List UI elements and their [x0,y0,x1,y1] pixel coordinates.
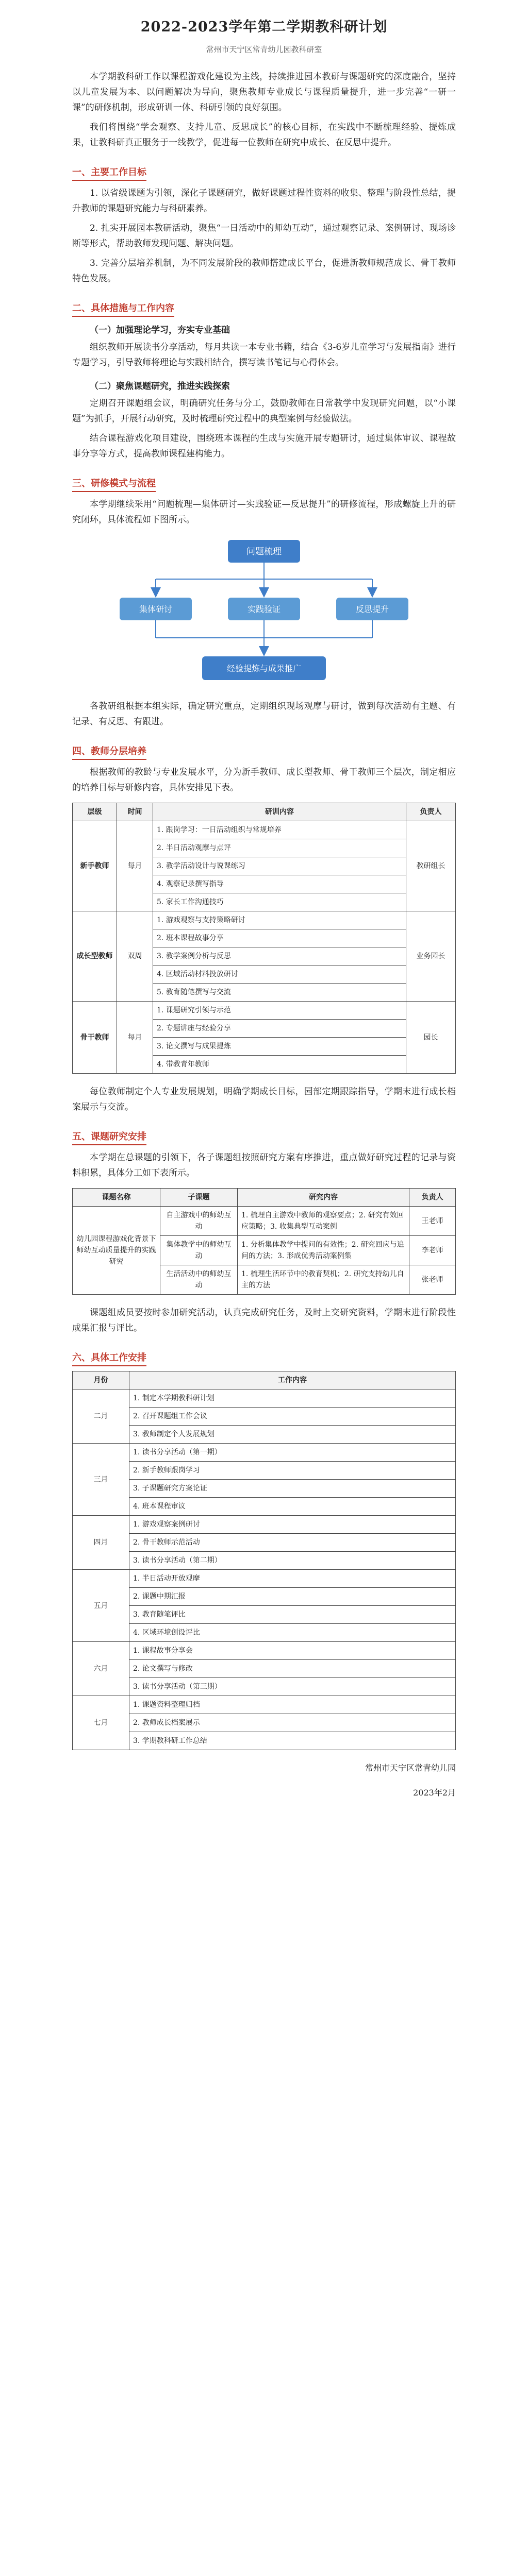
table-row [73,1207,456,1236]
intro-paragraph: 我们将围绕“学会观察、支持儿童、反思成长”的核心目标，在实践中不断梳理经验、提炼成果，让教科研真正服务于一线教学，促进每一位教师在研究中成长、在反思中提升。 [72,122,456,148]
month-cell: 六月 [73,1642,129,1696]
owner-cell: 李老师 [409,1236,456,1265]
table-header-row [73,1371,456,1389]
table-row [73,1732,456,1750]
month-cell: 五月 [73,1570,129,1642]
section-heading: 三、研修模式与流程 [72,476,456,489]
task-cell: 1. 制定本学期教科研计划 [129,1389,456,1408]
paragraph: 组织教师开展读书分享活动，每月共读一本专业书籍，结合《3-6岁儿童学习与发展指南》进行专题学习，引导教师将理论与实践相结合，撰写读书笔记与心得体会。 [72,342,456,368]
process-diagram-svg [109,535,419,689]
table-row [73,1444,456,1462]
paragraph: 每位教师制定个人专业发展规划，明确学期成长目标，园部定期跟踪指导，学期末进行成长档案展示与交流。 [72,1087,456,1112]
task-cell: 1. 课题资料整理归档 [129,1696,456,1714]
task-cell: 2. 召开课题组工作会议 [129,1408,456,1426]
table-row [73,1588,456,1606]
research-table [72,1188,456,1295]
content-cell: 5. 家长工作沟通技巧 [153,893,406,911]
owner-cell: 张老师 [409,1265,456,1295]
task-cell: 3. 读书分享活动（第二期） [129,1552,456,1570]
topic-cell: 幼儿园课程游戏化背景下师幼互动质量提升的实践研究 [73,1207,160,1295]
table-row [73,1408,456,1426]
task-cell: 3. 读书分享活动（第三期） [129,1678,456,1696]
paragraph: 2. 扎实开展园本教研活动，聚焦“一日活动中的师幼互动”，通过观察记录、案例研讨、现场诊断等形式，帮助教师发现问题、解决问题。 [72,223,456,249]
content-cell: 3. 教学活动设计与说课练习 [153,857,406,875]
content-cell: 1. 梳理自主游戏中教师的观察要点；2. 研究有效回应策略；3. 收集典型互动案例 [238,1207,409,1236]
level-cell: 成长型教师 [73,911,117,1002]
level-cell: 骨干教师 [73,1002,117,1074]
paragraph: 1. 以省级课题为引领，深化子课题研究，做好课题过程性资料的收集、整理与阶段性总结，提升教师的课题研究能力与科研素养。 [72,188,456,214]
table-row [73,1480,456,1498]
table-row [73,1714,456,1732]
diagram-top-label: 问题梳理 [246,547,282,557]
section-heading: 二、具体措施与工作内容 [72,301,456,314]
content-cell: 2. 班本课程故事分享 [153,929,406,947]
task-cell: 1. 读书分享活动（第一期） [129,1444,456,1462]
table-row [73,1534,456,1552]
table-row [73,1552,456,1570]
owner-cell: 王老师 [409,1207,456,1236]
table-row [73,1570,456,1588]
section-heading: 五、课题研究安排 [72,1129,456,1143]
content-cell: 4. 带教青年教师 [153,1056,406,1074]
paragraph: 本学期继续采用“问题梳理—集体研讨—实践验证—反思提升”的研修流程，形成螺旋上升的研究闭环，具体流程如下图所示。 [72,499,456,525]
task-cell: 2. 骨干教师示范活动 [129,1534,456,1552]
time-cell: 每月 [117,821,153,911]
paragraph: 3. 完善分层培养机制，为不同发展阶段的教师搭建成长平台，促进新教师规范成长、骨干教师特色发展。 [72,258,456,284]
task-cell: 3. 子课题研究方案论证 [129,1480,456,1498]
table-header-cell: 研训内容 [153,803,406,821]
table-header-cell: 研究内容 [238,1189,409,1207]
level-cell: 新手教师 [73,821,117,911]
table-row [73,1642,456,1660]
content-cell: 1. 跟岗学习：一日活动组织与常规培养 [153,821,406,839]
content-cell: 1. 游戏观察与支持策略研讨 [153,911,406,929]
subtopic-cell: 自主游戏中的师幼互动 [160,1207,238,1236]
table-header-cell: 层级 [73,803,117,821]
task-cell: 1. 课程故事分享会 [129,1642,456,1660]
month-cell: 二月 [73,1389,129,1444]
table-row [73,1462,456,1480]
content-cell: 1. 梳理生活环节中的教育契机；2. 研究支持幼儿自主的方法 [238,1265,409,1295]
section-heading: 四、教师分层培养 [72,744,456,757]
subtopic-cell: 生活活动中的师幼互动 [160,1265,238,1295]
table-header-cell: 课题名称 [73,1189,160,1207]
table-row [73,1696,456,1714]
training-table [72,803,456,1074]
table-row [73,1660,456,1678]
section-heading: 六、具体工作安排 [72,1350,456,1364]
content-cell: 4. 区域活动材料投放研讨 [153,965,406,984]
paragraph: 定期召开课题组会议，明确研究任务与分工，鼓励教师在日常教学中发现研究问题，以“小课题”为抓手，开展行动研究，及时梳理研究过程中的典型案例与经验做法。 [72,398,456,424]
diagram-step-label: 集体研讨 [139,604,173,614]
owner-cell: 园长 [406,1002,456,1074]
table-header-cell: 负责人 [409,1189,456,1207]
intro-paragraph: 本学期教科研工作以课程游戏化建设为主线，持续推进园本教研与课题研究的深度融合，坚持以儿童发展为本、以问题解决为导向，聚焦教师专业成长与课程质量提升，进一步完善“一研一课”的研修机制，形成研训一体、科研引领的良好氛围。 [72,72,456,113]
signature-org: 常州市天宁区常青幼儿园 [365,1763,456,1773]
task-cell: 1. 半日活动开放观摩 [129,1570,456,1588]
paragraph: 课题组成员要按时参加研究活动，认真完成研究任务，及时上交研究资料，学期末进行阶段性成果汇报与评比。 [72,1308,456,1333]
time-cell: 每月 [117,1002,153,1074]
task-cell: 2. 论文撰写与修改 [129,1660,456,1678]
time-cell: 双周 [117,911,153,1002]
subtopic-cell: 集体教学中的师幼互动 [160,1236,238,1265]
table-header-cell: 子课题 [160,1189,238,1207]
task-cell: 2. 教师成长档案展示 [129,1714,456,1732]
task-cell: 3. 教师制定个人发展规划 [129,1426,456,1444]
table-row [73,1498,456,1516]
schedule-table [72,1371,456,1750]
content-cell: 3. 论文撰写与成果提炼 [153,1038,406,1056]
task-cell: 1. 游戏观察案例研讨 [129,1516,456,1534]
table-row [73,1426,456,1444]
table-row [73,1606,456,1624]
sub-heading: （二）聚焦课题研究，推进实践探索 [90,381,230,392]
document-title: 2022-2023学年第二学期教科研计划 [140,19,388,35]
table-header-row [73,803,456,821]
diagram-step-label: 反思提升 [355,604,389,614]
month-cell: 七月 [73,1696,129,1750]
task-cell: 3. 教育随笔评比 [129,1606,456,1624]
content-cell: 2. 专题讲座与经验分享 [153,1020,406,1038]
table-header-row [73,1189,456,1207]
table-row [73,1389,456,1408]
task-cell: 2. 新手教师跟岗学习 [129,1462,456,1480]
month-cell: 三月 [73,1444,129,1516]
section-heading: 一、主要工作目标 [72,165,456,178]
table-row [73,1678,456,1696]
table-row [73,1516,456,1534]
table-row [73,1002,456,1020]
owner-cell: 教研组长 [406,821,456,911]
task-cell: 3. 学期教科研工作总结 [129,1732,456,1750]
table-row [73,1624,456,1642]
task-cell: 4. 班本课程审议 [129,1498,456,1516]
table-header-cell: 月份 [73,1371,129,1389]
document-subtitle: 常州市天宁区常青幼儿园教科研室 [206,45,322,54]
content-cell: 4. 观察记录撰写指导 [153,875,406,893]
content-cell: 1. 分析集体教学中提问的有效性；2. 研究回应与追问的方法；3. 形成优秀活动案例集 [238,1236,409,1265]
owner-cell: 业务园长 [406,911,456,1002]
diagram-step-label: 实践验证 [247,604,281,614]
signature-date: 2023年2月 [413,1788,456,1798]
diagram-bottom-label: 经验提炼与成果推广 [226,664,302,673]
content-cell: 2. 半日活动观摩与点评 [153,839,406,857]
sub-heading: （一）加强理论学习，夯实专业基础 [90,325,230,335]
content-cell: 3. 教学案例分析与反思 [153,947,406,965]
paragraph: 本学期在总课题的引领下，各子课题组按照研究方案有序推进，重点做好研究过程的记录与资料积累，具体分工如下表所示。 [72,1153,456,1178]
task-cell: 2. 课题中期汇报 [129,1588,456,1606]
content-cell: 5. 教育随笔撰写与交流 [153,984,406,1002]
table-header-cell: 工作内容 [129,1371,456,1389]
table-row [73,821,456,839]
table-row [73,911,456,929]
document-body [72,15,456,1805]
task-cell: 4. 区域环境创设评比 [129,1624,456,1642]
paragraph: 各教研组根据本组实际，确定研究重点，定期组织现场观摩与研讨，做到每次活动有主题、有记录、有反思、有跟进。 [72,701,456,727]
table-header-cell: 时间 [117,803,153,821]
paragraph: 结合课程游戏化项目建设，围绕班本课程的生成与实施开展专题研讨，通过集体审议、课程故事分享等方式，提高教师课程建构能力。 [72,433,456,459]
month-cell: 四月 [73,1516,129,1570]
table-header-cell: 负责人 [406,803,456,821]
content-cell: 1. 课题研究引领与示范 [153,1002,406,1020]
paragraph: 根据教师的教龄与专业发展水平，分为新手教师、成长型教师、骨干教师三个层次，制定相应的培养目标与研修内容，具体安排见下表。 [72,767,456,793]
process-diagram [109,535,419,689]
